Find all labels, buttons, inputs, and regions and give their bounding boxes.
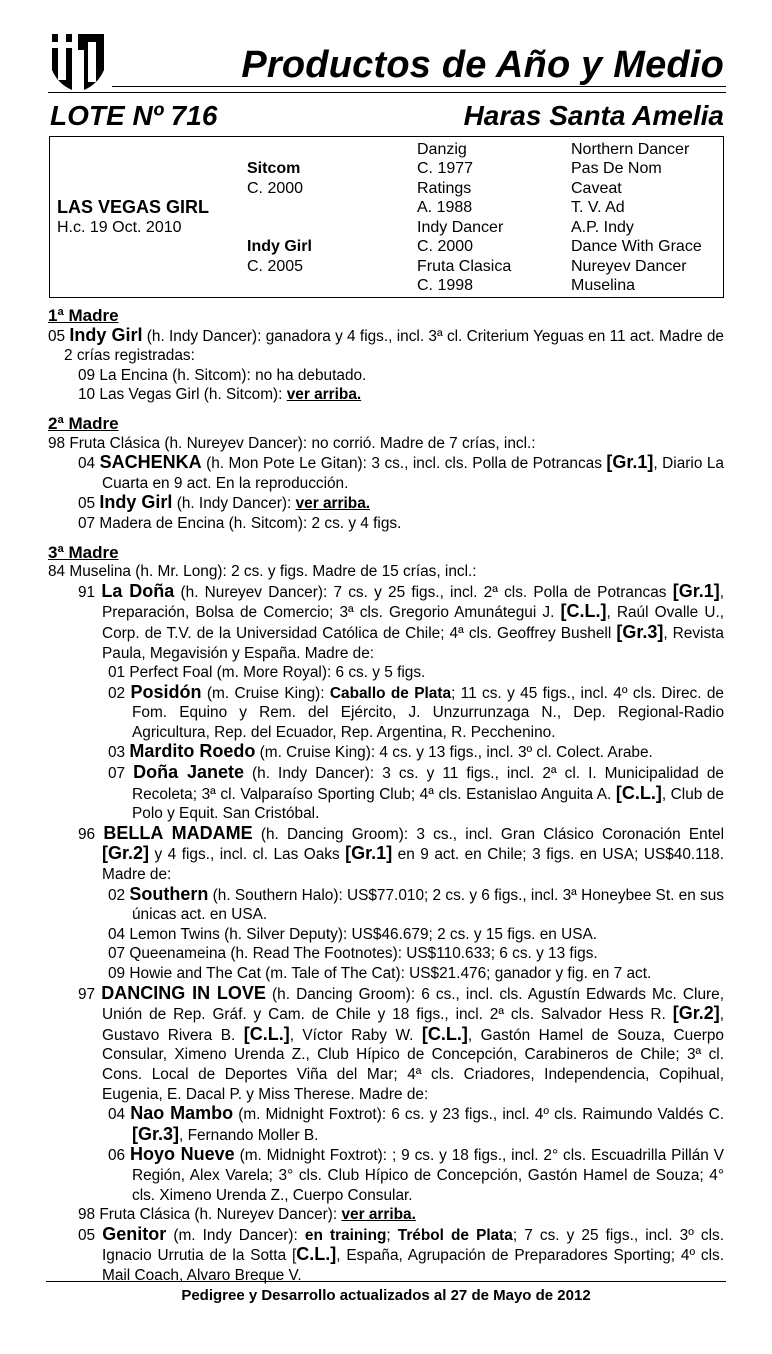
details: , Víctor Raby W. — [289, 1026, 422, 1044]
see-above-link[interactable]: ver arriba. — [286, 386, 362, 404]
grade-badge: [C.L.] — [560, 601, 607, 622]
details: , Revista Paula, Megavisión y España. Madre de: — [102, 624, 724, 662]
section-heading-madre1: 1ª Madre — [48, 306, 119, 325]
gen4-entry: Caveat — [571, 180, 622, 197]
gen3-entry: C. 1998 — [417, 277, 474, 294]
gen3-entry: C. 1977 — [417, 160, 474, 177]
club-logo-icon — [48, 28, 108, 94]
details: (h. Mon Pote Le Gitan): 3 cs., incl. cls. Polla de Potrancas — [201, 455, 607, 473]
details: (m. Midnight Foxtrot): 6 cs. y 23 figs., incl. 4º cls. Raimundo Valdés C. — [233, 1106, 724, 1124]
section-heading-madre2: 2ª Madre — [48, 413, 119, 433]
dam-year: C. 2005 — [247, 258, 304, 275]
year: 05 — [78, 1226, 103, 1244]
gen4-entry: A.P. Indy — [571, 219, 634, 236]
details: , Preparación, Bolsa de Comercio; 3ª cls. Gregorio Amunátegui J. — [102, 583, 724, 622]
year: 04 — [108, 1106, 131, 1124]
gen4-entry: Pas De Nom — [571, 160, 662, 177]
horse-name: Posidón — [130, 681, 202, 702]
grade-badge: [Gr.1] — [672, 580, 720, 601]
footer-note: Pedigree y Desarrollo actualizados al 27 de Mayo de 2012 — [181, 1287, 591, 1304]
page-title: Productos de Año y Medio — [241, 44, 724, 86]
horse-name: Hoyo Nueve — [130, 1144, 235, 1165]
pedigree-table — [49, 136, 724, 298]
dam-name: Indy Girl — [247, 238, 312, 255]
list-item — [48, 683, 724, 743]
details: (h. Southern Halo): US$77.010; 2 cs. y 6 figs., incl. 3ª Honeybee St. en sus únicas act. en USA. — [132, 886, 724, 924]
produce-record — [48, 306, 724, 1286]
list-item: 84 Muselina (h. Mr. Long): 2 cs. y figs. Madre de 15 crías, incl.: — [48, 563, 477, 581]
grade-badge: [Gr.1] — [345, 843, 393, 864]
list-item — [48, 582, 724, 663]
sire-year: C. 2000 — [247, 180, 304, 197]
gen4-entry: Northern Dancer — [571, 141, 690, 158]
details: (h. Dancing Groom): 3 cs., incl. Gran Clásico Coronación Entel — [252, 825, 724, 843]
horse-info: H.c. 19 Oct. 2010 — [57, 219, 182, 236]
footer-divider — [46, 1281, 726, 1282]
year: 96 — [78, 825, 104, 843]
year: 05 — [78, 495, 100, 513]
details: , Fernando Moller B. — [179, 1126, 319, 1144]
list-item: 01 Perfect Foal (m. More Royal): 6 cs. y 5 figs. — [108, 664, 426, 682]
title-divider-2 — [48, 92, 726, 93]
status: en training — [304, 1226, 387, 1244]
horse-name: LAS VEGAS GIRL — [57, 197, 210, 217]
sire-name: Sitcom — [247, 160, 301, 177]
details: , Raúl Ovalle U., Corp. de T.V. de la Universidad Católica de Chile; 4ª cls. Geoffrey Bushell — [102, 604, 724, 642]
see-above-link[interactable]: ver arriba. — [295, 495, 371, 513]
details: ; — [386, 1226, 398, 1244]
details: ; 7 cs. y 25 figs., incl. 3º cls. Ignacio Urrutia de la Sotta [ — [102, 1226, 725, 1265]
gen3-entry: C. 2000 — [417, 238, 474, 255]
gen4-entry: Muselina — [571, 277, 636, 294]
gen3-entry: Fruta Clasica — [417, 258, 512, 275]
list-item — [48, 885, 724, 925]
list-item — [48, 385, 724, 405]
gen4-entry: Dance With Grace — [571, 238, 702, 255]
details: (m. Cruise King): 4 cs. y 13 figs., incl. 3º cl. Colect. Arabe. — [255, 744, 653, 762]
list-item — [48, 326, 724, 366]
list-item — [48, 453, 724, 493]
details: (m. Midnight Foxtrot): ; 9 cs. y 18 figs., incl. 2° cls. Escuadrilla Pillán V Región, Alex Varela; 3° cls. Club Hípico de Concepción, Gastón Hamel de Souza; 4° cls. Ximeno Urenda Z., Cuerpo Consular. — [132, 1147, 724, 1204]
details: , España, Agrupación de Preparadores Sporting; 4º cls. Mail Coach, Alvaro Breque V. — [102, 1247, 724, 1284]
list-item — [48, 1225, 724, 1286]
award: Caballo de Plata — [329, 684, 452, 702]
list-item — [48, 1205, 724, 1225]
gen3-entry: Ratings — [417, 180, 472, 197]
details: , Gustavo Rivera B. — [102, 1006, 724, 1044]
grade-badge: [Gr.2] — [102, 843, 150, 864]
list-item: 98 Fruta Clásica (h. Nureyev Dancer): no corrió. Madre de 7 crías, incl.: — [48, 434, 536, 452]
section-heading-madre3: 3ª Madre — [48, 542, 119, 562]
horse-name: SACHENKA — [99, 452, 202, 473]
list-item — [48, 1145, 724, 1205]
details: , Diario La Cuarta en 9 act. En la reproducción. — [102, 455, 724, 492]
list-item — [48, 493, 724, 514]
lot-number: LOTE Nº 716 — [50, 100, 218, 131]
stud-name: Haras Santa Amelia — [463, 100, 724, 131]
year: 91 — [78, 583, 102, 601]
horse-name: Indy Girl — [69, 324, 143, 345]
details: 98 Fruta Clásica (h. Nureyev Dancer): — [78, 1206, 342, 1224]
grade-badge: [Gr.3] — [132, 1123, 180, 1144]
year: 02 — [108, 684, 131, 702]
list-item: 09 Howie and The Cat (m. Tale of The Cat): US$21.476; ganador y fig. en 7 act. — [108, 965, 652, 982]
grade-badge: C.L.] — [296, 1244, 337, 1265]
horse-name: La Doña — [101, 580, 175, 601]
year: 03 — [108, 744, 130, 762]
horse-name: Nao Mambo — [130, 1103, 234, 1124]
grade-badge: [C.L.] — [615, 782, 662, 803]
title-divider — [112, 86, 726, 87]
list-item: 07 Queenameina (h. Read The Footnotes): US$110.633; 6 cs. y 13 figs. — [108, 945, 598, 963]
see-above-link[interactable]: ver arriba. — [341, 1206, 416, 1224]
list-item — [48, 1104, 724, 1145]
details: ; 11 cs. y 45 figs., incl. 4º cls. Direc. de Fom. Equino y Rem. del Ejército, J. Unzurrunzaga N., Dep. Regional-Radio Agricultura, Rep. del Ecuador, Rep. Argentina, R. Pecchenino. — [132, 684, 724, 741]
gen3-entry: Indy Dancer — [417, 219, 504, 236]
list-item: 07 Madera de Encina (h. Sitcom): 2 cs. y 4 figs. — [78, 514, 402, 532]
list-item — [48, 742, 724, 763]
year: 02 — [108, 886, 130, 904]
details: (h. Dancing Groom): 6 cs., incl. cls. Agustín Edwards Mc. Clure, Unión de Rep. Gráf. y Cam. de Chile y 18 figs., incl. 2ª cls. Salvador Hess R. — [102, 985, 724, 1024]
grade-badge: [Gr.2] — [672, 1003, 720, 1024]
grade-badge: [Gr.3] — [616, 621, 664, 642]
details: , Gastón Hamel de Souza, Cuerpo Consular, Ximeno Urenda Z., Club Hípico de Concepción, Carabineros de Chile; 3ª cl. Cons. Local de Deportes Viña del Mar; 4ª cls. Criadores, Independencia, Copihual, Eugenia, E. Dacal P. y Miss Therese. Madre de: — [102, 1026, 724, 1103]
horse-name: DANCING IN LOVE — [101, 982, 266, 1003]
gen3-entry: Danzig — [417, 141, 467, 158]
horse-name: Genitor — [102, 1223, 167, 1244]
list-item: 09 La Encina (h. Sitcom): no ha debutado. — [78, 366, 367, 384]
details: , Club de Polo y Equit. San Cristóbal. — [132, 785, 724, 823]
year: 97 — [78, 985, 102, 1003]
details: (h. Indy Dancer): — [172, 495, 296, 513]
horse-name: Southern — [129, 883, 209, 904]
grade-badge: [Gr.1] — [606, 452, 654, 473]
grade-badge: [C.L.] — [421, 1023, 468, 1044]
year: 05 — [48, 327, 70, 345]
horse-name: Mardito Roedo — [129, 741, 256, 762]
gen4-entry: T. V. Ad — [571, 199, 625, 216]
details: (h. Nureyev Dancer): 7 cs. y 25 figs., incl. 2ª cls. Polla de Potrancas — [174, 583, 673, 601]
year: 06 — [108, 1147, 131, 1165]
details: (h. Indy Dancer): 3 cs. y 11 figs., incl. 2ª cl. I. Municipalidad de Recoleta; 3ª cl. Valparaíso Sporting Club; 4ª cls. Estanislao Anguita A. — [132, 765, 724, 803]
gen3-entry: A. 1988 — [417, 199, 473, 216]
details: y 4 figs., incl. cl. Las Oaks — [149, 846, 346, 864]
list-item — [48, 984, 724, 1105]
year: 04 — [78, 455, 100, 473]
list-item — [48, 763, 724, 824]
details: (m. Indy Dancer): — [166, 1226, 305, 1244]
horse-name: BELLA MADAME — [103, 822, 253, 843]
details: (m. Cruise King): — [201, 684, 330, 702]
list-item: 04 Lemon Twins (h. Silver Deputy): US$46.679; 2 cs. y 15 figs. en USA. — [108, 925, 598, 943]
grade-badge: [C.L.] — [243, 1023, 290, 1044]
year: 07 — [108, 765, 134, 783]
details: 10 Las Vegas Girl (h. Sitcom): — [78, 386, 287, 404]
list-item — [48, 824, 724, 885]
award: Trébol de Plata — [397, 1226, 513, 1244]
details: en 9 act. en Chile; 3 figs. en USA; US$40.118. Madre de: — [102, 846, 724, 884]
gen4-entry: Nureyev Dancer — [571, 258, 687, 275]
horse-name: Indy Girl — [99, 492, 173, 513]
horse-name: Doña Janete — [133, 762, 244, 783]
details: (h. Indy Dancer): ganadora y 4 figs., incl. 3ª cl. Criterium Yeguas en 11 act. Madre de 2 crías registradas: — [64, 327, 724, 365]
